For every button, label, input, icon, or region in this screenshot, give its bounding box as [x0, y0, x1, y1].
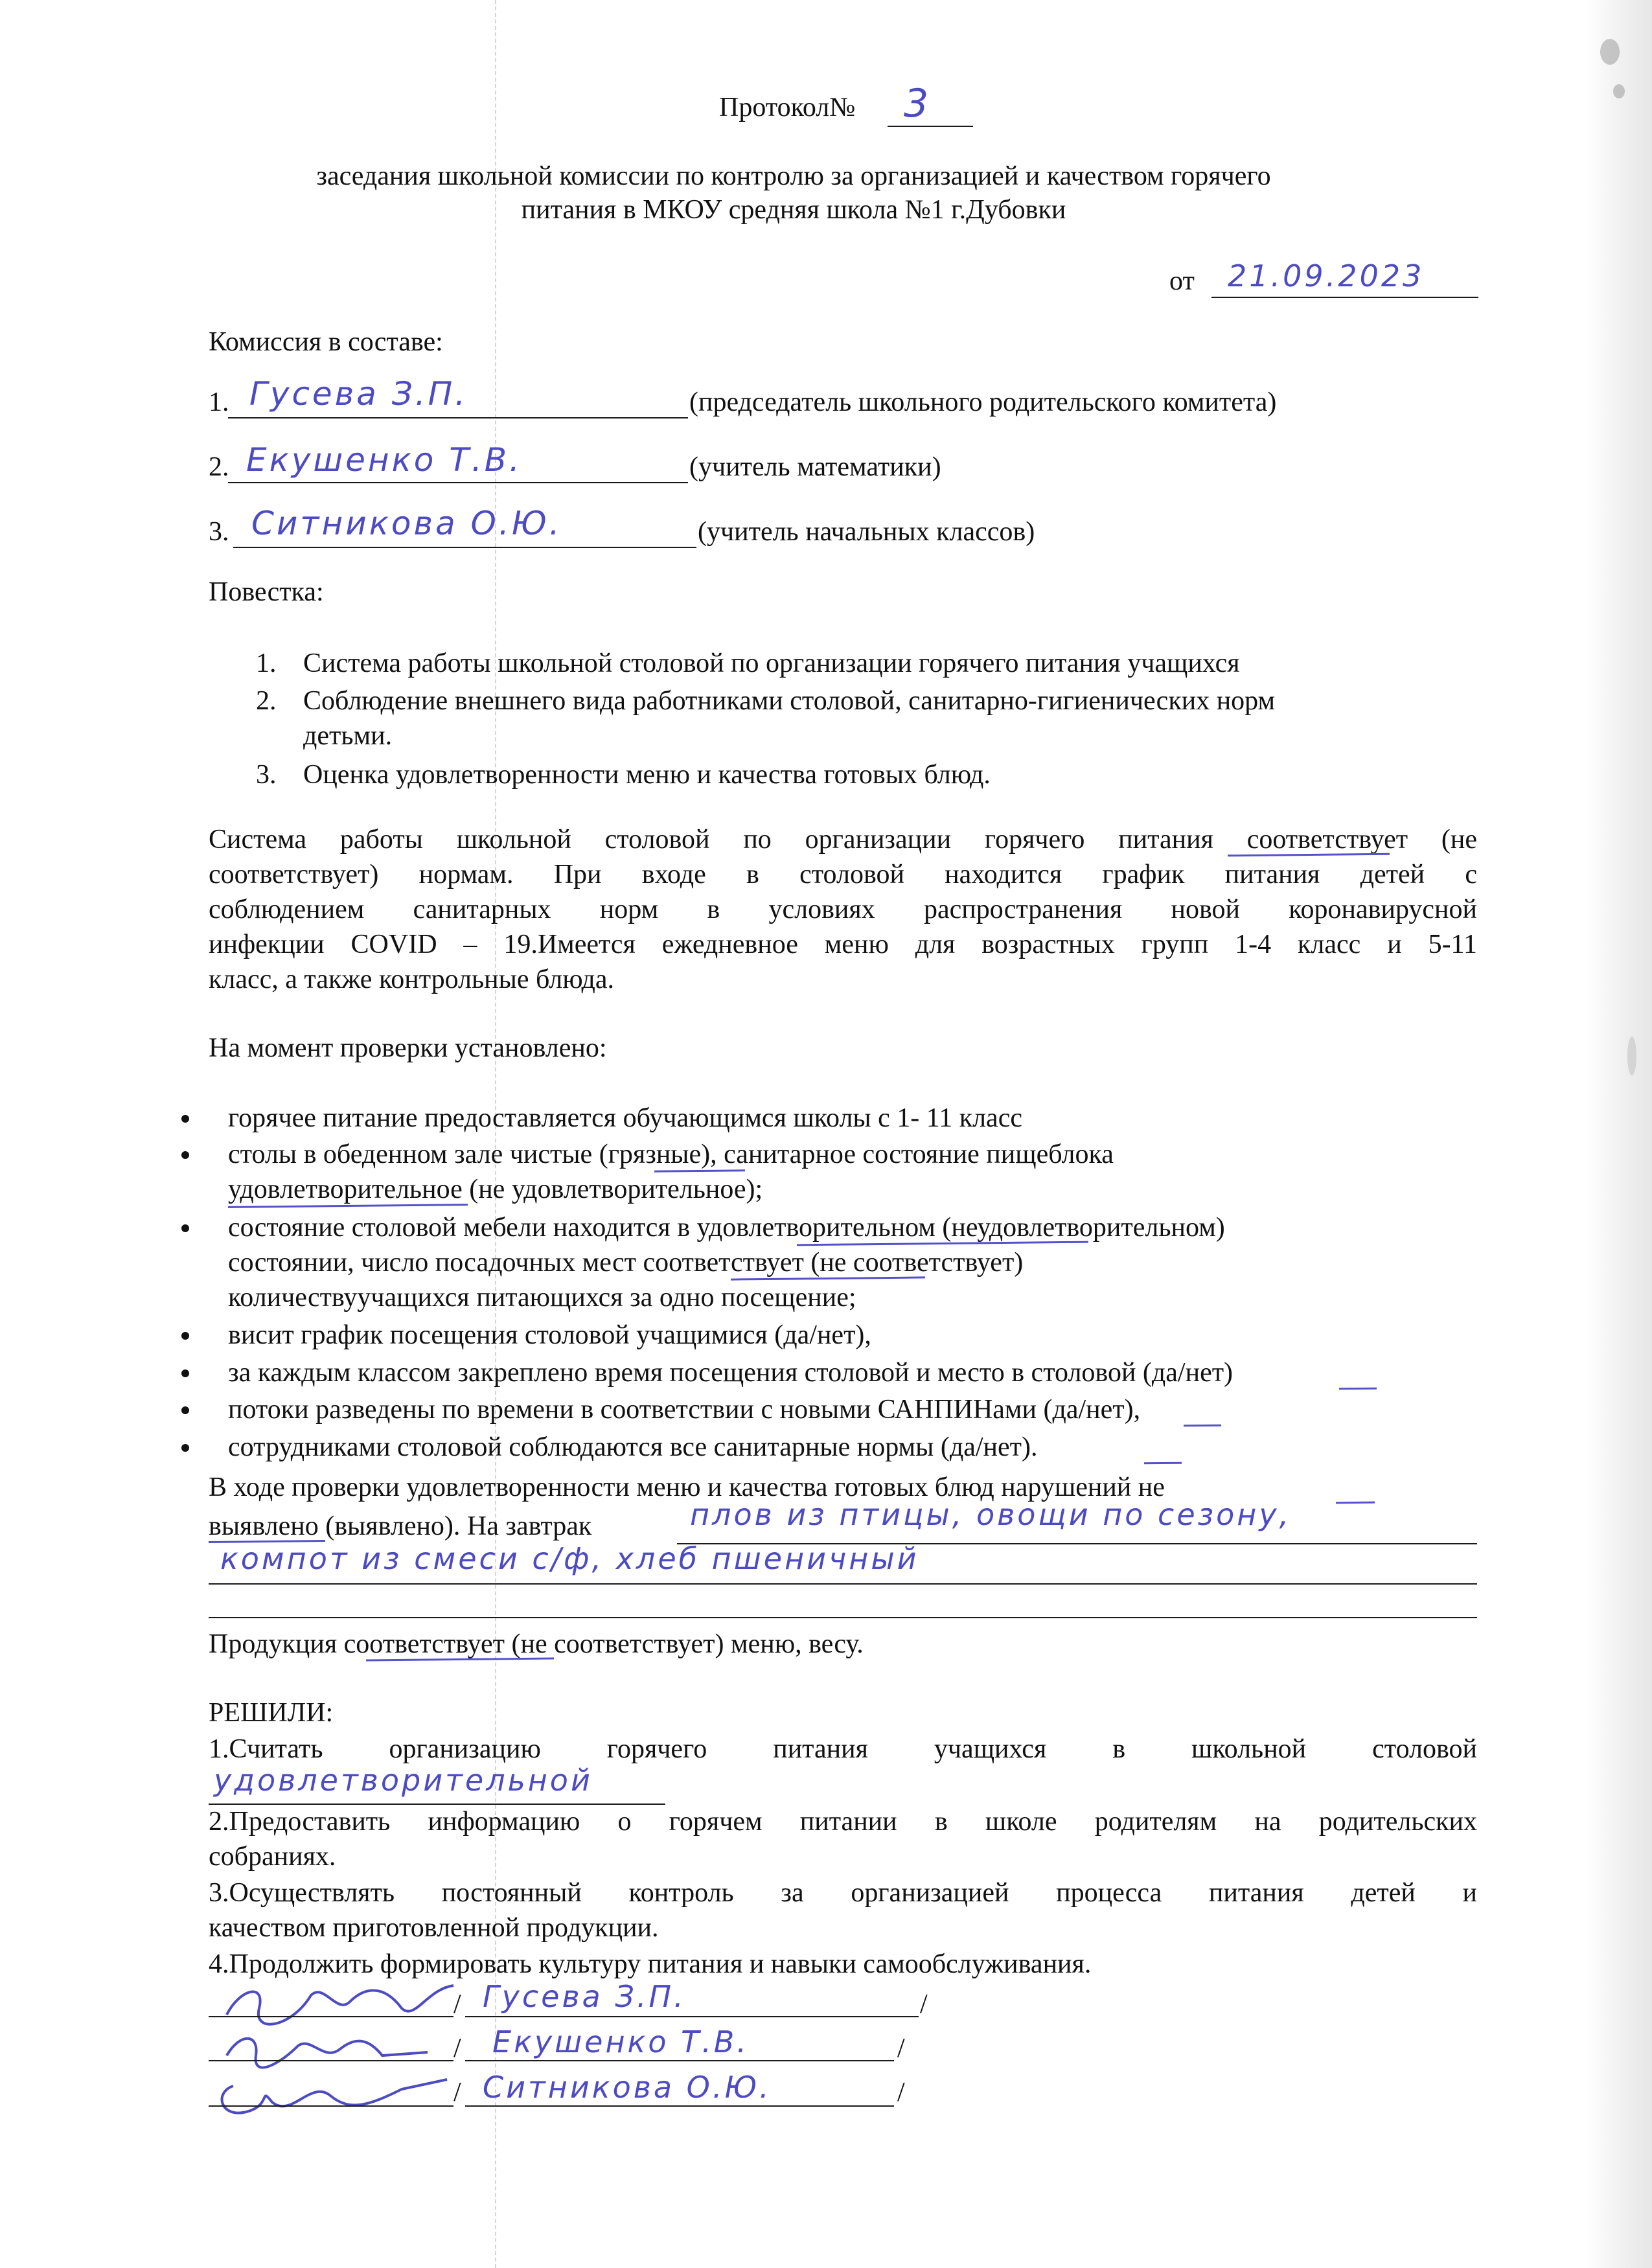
handwritten-underline-da-1: [1339, 1388, 1377, 1390]
scan-edge-shadow: [1587, 0, 1652, 2268]
protocol-subtitle-line-1: заседания школьной комиссии по контролю за организацией и качеством горячего: [316, 161, 1271, 191]
finding-6: потоки разведены по времени в соответствии с новыми САНПИНами (да/нет),: [228, 1395, 1141, 1425]
menu-check-line-2: выявлено (выявлено). На завтрак: [209, 1511, 592, 1541]
signature-3-name-line: [465, 2105, 894, 2107]
signature-2-line: [209, 2060, 453, 2061]
protocol-subtitle-line-2: питания в МКОУ средняя школа №1 г.Дубовки: [521, 195, 1066, 225]
finding-7: сотрудниками столовой соблюдаются все санитарные нормы (да/нет).: [228, 1432, 1038, 1462]
decision-2-line-1: 2.Предоставить информацию о горячем питании в школе родителям на родительских: [209, 1807, 1477, 1837]
signature-3-scribble: [207, 2067, 453, 2125]
finding-3-line-1: состояние столовой мебели находится в удовлетворительном (неудовлетворительном): [228, 1213, 1225, 1243]
protocol-number-underline: [888, 126, 973, 127]
finding-3-line-3: количествуучащихся питающихся за одно посещение;: [228, 1283, 856, 1312]
member-2-number: 2.: [209, 452, 229, 482]
protocol-number: 3: [904, 81, 932, 126]
system-paragraph-line-4: инфекции COVID – 19.Имеется ежедневное меню для возрастных групп 1-4 класс и 5-11: [209, 930, 1477, 959]
date-prefix: от: [1169, 266, 1195, 296]
finding-3-line-2: состоянии, число посадочных мест соответствует (не соответствует): [228, 1248, 1024, 1277]
signature-1-line: [209, 2016, 453, 2017]
finding-1: горячее питание предоставляется обучающимся школы с 1- 11 класс: [228, 1103, 1022, 1133]
member-3-role: (учитель начальных классов): [698, 517, 1035, 547]
decision-1-handwritten: удовлетворительной: [214, 1763, 593, 1798]
handwritten-underline-da-3: [1144, 1462, 1182, 1465]
protocol-title: Протокол№: [719, 93, 856, 122]
member-3-number: 3.: [209, 517, 229, 547]
signature-1-name-line: [465, 2016, 919, 2017]
signature-3-line: [209, 2105, 453, 2107]
member-2-name: Екушенко Т.В.: [246, 441, 522, 479]
agenda-item-2-number: 2.: [256, 686, 277, 716]
agenda-item-3-number: 3.: [256, 760, 277, 790]
finding-2-line-2: удовлетворительное (не удовлетворительное);: [228, 1174, 763, 1204]
decisions-heading: РЕШИЛИ:: [209, 1698, 334, 1728]
system-paragraph-line-3: соблюдением санитарных норм в условиях распространения новой коронавирусной: [209, 895, 1477, 924]
findings-heading: На момент проверки установлено:: [209, 1033, 607, 1063]
breakfast-menu-handwritten-2: компот из смеси с/ф, хлеб пшеничный: [220, 1541, 919, 1576]
agenda-heading: Повестка:: [209, 577, 324, 607]
member-2-role: (учитель математики): [689, 452, 941, 482]
system-paragraph-line-5: класс, а также контрольные блюда.: [209, 965, 615, 994]
bullet-marker: [181, 1332, 189, 1340]
product-conformity: Продукция соответствует (не соответствует) меню, весу.: [209, 1629, 864, 1659]
signature-2-name-line: [465, 2060, 894, 2061]
decision-2-line-2: собраниях.: [209, 1842, 336, 1872]
signature-3-name: Ситникова О.Ю.: [483, 2070, 772, 2105]
signature-2-name: Екушенко Т.В.: [492, 2024, 749, 2059]
member-1-role: (председатель школьного родительского комитета): [689, 387, 1277, 417]
commission-heading: Комиссия в составе:: [209, 327, 443, 357]
finding-4: висит график посещения столовой учащимися (да/нет),: [228, 1320, 871, 1350]
member-2-underline: [228, 482, 688, 483]
protocol-date: 21.09.2023: [1228, 258, 1425, 293]
scan-speck: [1613, 84, 1625, 98]
signature-2-slash-right: /: [897, 2033, 905, 2063]
decision-1: 1.Считать организацию горячего питания учащихся в школьной столовой: [209, 1734, 1477, 1764]
signature-1-slash-left: /: [453, 1989, 461, 2019]
breakfast-underline-3: [209, 1617, 1477, 1618]
agenda-item-1-number: 1.: [256, 648, 277, 678]
bullet-marker: [181, 1151, 189, 1159]
agenda-item-3-text: Оценка удовлетворенности меню и качества готовых блюд.: [303, 760, 991, 790]
date-underline: [1211, 297, 1478, 298]
decision-4: 4.Продолжить формировать культуру питания и навыки самообслуживания.: [209, 1949, 1092, 1979]
system-paragraph-line-1: Система работы школьной столовой по организации горячего питания соответствует (не: [209, 825, 1477, 854]
bullet-marker: [181, 1406, 189, 1414]
agenda-item-1-text: Система работы школьной столовой по организации горячего питания учащихся: [303, 648, 1240, 678]
breakfast-underline-2: [209, 1583, 1477, 1585]
member-1-underline: [228, 417, 688, 418]
member-1-name: Гусева З.П.: [249, 375, 468, 413]
bullet-marker: [181, 1115, 189, 1123]
handwritten-underline-da-2: [1184, 1425, 1221, 1427]
agenda-item-2-text-cont: детьми.: [303, 721, 393, 751]
signature-1-name: Гусева З.П.: [483, 1979, 686, 2014]
signature-1-scribble: [214, 1976, 460, 2034]
decision-3-line-1: 3.Осуществлять постоянный контроль за организацией процесса питания детей и: [209, 1878, 1477, 1908]
agenda-item-2-text: Соблюдение внешнего вида работниками столовой, санитарно-гигиенических норм: [303, 686, 1276, 716]
signature-3-slash-left: /: [453, 2078, 461, 2107]
finding-5: за каждым классом закреплено время посещения столовой и место в столовой (да/нет): [228, 1358, 1233, 1388]
signature-1-slash-right: /: [920, 1989, 928, 2019]
handwritten-underline-ne: [1336, 1502, 1375, 1504]
member-3-underline: [233, 547, 696, 548]
system-paragraph-line-2: соответствует) нормам. При входе в столовой находится график питания детей с: [209, 860, 1477, 889]
member-3-name: Ситникова О.Ю.: [251, 505, 562, 542]
scan-speck: [1600, 39, 1620, 65]
member-1-number: 1.: [209, 387, 229, 417]
signature-3-slash-right: /: [897, 2078, 905, 2107]
signature-2-slash-left: /: [453, 2033, 461, 2063]
bullet-marker: [181, 1369, 189, 1377]
breakfast-menu-handwritten-1: плов из птицы, овощи по сезону,: [690, 1497, 1292, 1532]
decision-3-line-2: качеством приготовленной продукции.: [209, 1913, 659, 1943]
bullet-marker: [181, 1444, 189, 1452]
bullet-marker: [181, 1224, 189, 1232]
scan-speck: [1627, 1037, 1636, 1075]
finding-2-line-1: столы в обеденном зале чистые (грязные), санитарное состояние пищеблока: [228, 1140, 1114, 1169]
menu-check-line-1: В ходе проверки удовлетворенности меню и качества готовых блюд нарушений не: [209, 1472, 1165, 1502]
